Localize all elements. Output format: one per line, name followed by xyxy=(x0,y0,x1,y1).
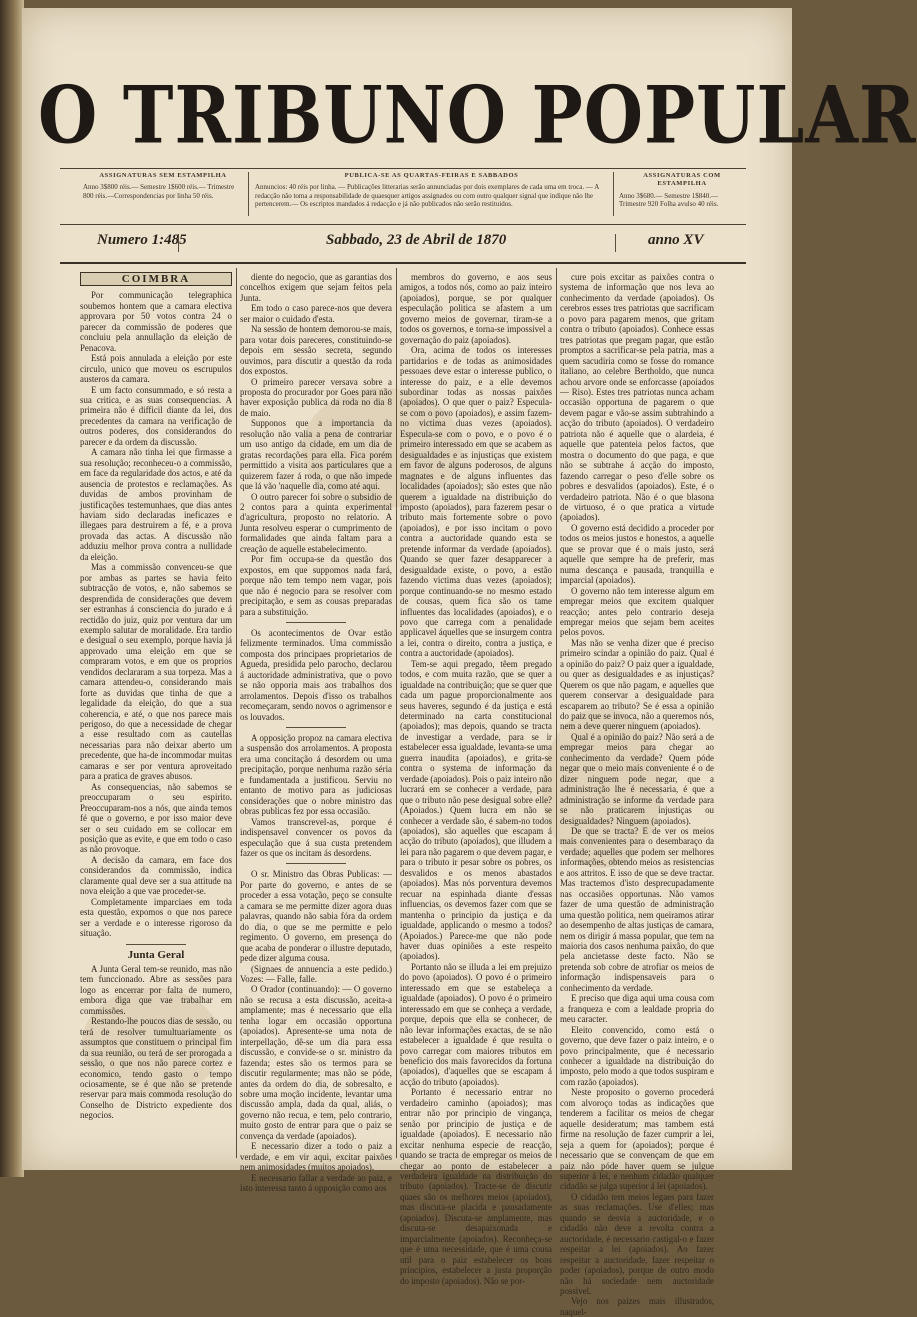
article-paragraph: Por fim occupa-se da questão dos expostos, em que suppomos nada fará, porque não tem tempo nem vagar, pois que não é negocio para se resolver com precipitação, e sem as cousas preparadas para a substituição. xyxy=(240,554,392,617)
article-paragraph: Em todo o caso parece-nos que devera ser maior o cuidado d'esta. xyxy=(240,303,392,324)
column-divider xyxy=(396,268,397,1158)
article-paragraph: E necessario fallar a verdade ao paiz, e isto interessa tanto á opposição como aos xyxy=(240,1172,392,1194)
article-paragraph: A camara não tinha lei que firmasse a sua resolução; reconheceu-o a commissão, em face da regularidade dos actos, e até da ausencia de protestos e reclamações. As duvidas de ambos provinham de justificações testemunhaes, que dias antes haviam sido declaradas ineficazes e illegaes para destruirem a fé, e a prova provada das actas. A discussão não adduziu melhor prova contra a nullidade da eleição. xyxy=(80,447,232,562)
article-paragraph: Vamos transcrevel-as, porque é indispensavel convencer os povos da especulação que á sua custa pretendem fazer os que os incitam ás desordens. xyxy=(240,816,392,859)
article-paragraph: Tem-se aqui pregado, têem pregado todos, e com muita razão, que se quer a igualdade na contribuição; que se quer que cada um pague proporcionalmente aos seus haveres, segundo é da justiça e está determinado na carta constitucional (apoiados); mas depois, quando se tracta de investigar a verdade, para se ir estabelecer essa igualdade, levanta-se uma guerra inaudita (apoiados), e grita-se contra o systema de informação da verdade (apoiados). Pois o paiz inteiro não lucrará em se conhecer a verdade, para que o tributo não pese desigual sobre elle? (Apoiados.) Quem lucra em não se conhecer a verdade são, é sabem-no todos (apoiados), são aquelles que escapam á acção do tributo (apoiados), que illudem a lei para não pagarem o que devem pagar, e para o tributo ir pesar sobre os pobres, os desvalidos e os menos abastados (apoiados). Mas nós porventura devemos recuar na espinhada diante d'essas influencias, os devemos fazer com que se mantenha o principio da justiça e da igualdade, applicando o mesmo a todos? (Apoiados.) Parece-me que não pode haver duas opiniões a este respeito (apoiados). xyxy=(400,658,552,962)
subscription-box-no-stamp xyxy=(83,172,243,200)
article-paragraph: A opposição propoz na camara electiva a suspensão dos arrolamentos. A proposta era uma concitação á desordem ou uma precipitação, porque nenhuma razão séria e fundamentada a justificou. Serviu no entanto de motivo para as judiciosas considerações que o nobre ministro das obras publicas fez por essa occasião. xyxy=(240,733,392,817)
subscription-stamp-heading: ASSIGNATURAS COM ESTAMPILHA xyxy=(643,172,721,188)
article-paragraph: Vejo nos paizes mais illustrados, naquel- xyxy=(560,1296,714,1317)
section-separator xyxy=(286,727,347,728)
section-separator xyxy=(286,863,347,864)
volume-year: anno XV xyxy=(648,232,704,248)
article-paragraph: Restando-lhe poucos dias de sessão, ou terá de resolver tumultuariamente os assumptos que constituem o principal fim da sua reunião, ou terá de ser prorogada a sessão, o que nos não parece cortez e economico, tendo gasto o tempo ociosamente, se é que não se pretende reservar para mais commoda resolução do Conselho de Districto expediente dos negocios. xyxy=(80,1016,232,1121)
article-paragraph: Mas não se venha dizer que é preciso primeiro scindar a opinião do paiz. Qual é a opinião do paiz? O paiz quer a igualdade, ou quer as desigualdades e as injustiças? Querem os que não pagam, e aquelles que querem conservar a desigualdade para escaparem ao tributo? Se é essa a opinião do paiz que se invoca, não a queremos nós, nem a deve querer ninguem (apoiados). xyxy=(560,637,714,732)
column-divider xyxy=(236,268,237,1158)
article-paragraph: Supponos que a importancia da resolução não valia a pena de contrariar um uso antigo da cidade, em um dia de gratas recordações para ella. Fica porém permittido a visita aos particulares que a quizerem fazer á roda, o que não impede que lá vão 'naquelle dia, como até aqui. xyxy=(240,418,392,492)
publication-info-text: Annuncios: 40 réis por linha. — Publicações litterarias serão annunciadas por dois exemplares de cada uma em troca. — A redacção não toma a responsabilidade de quaesquer artigos assignados ou com outro qualquer signal que indique não lhe pertencerem.— Os escriptos mandados á redacção e já não publicados não serão restituidos. xyxy=(255,183,599,209)
article-paragraph: Por communicação telegraphica soubemos hontem que a camara electiva approvara por 50 votos contra 24 o parecer da commissão de poderes que concluiu pela annullação da eleição de Penacova. xyxy=(80,290,232,353)
article-paragraph: Qual é a opinião do paiz? Não será a de empregar meios para chegar ao conhecimento da verdade? Quem póde negar que o meio mais conveniente é o de dizer ninguem pode negar, que a administração lhe é necessaria, é que a administração se informe da verdade para se não praticarem injustiças ou desigualdades? Ninguem (apoiados). xyxy=(560,731,714,826)
article-paragraph: E preciso que diga aqui uma cousa com a franqueza e com a lealdade propria do meu caracter. xyxy=(560,993,714,1025)
article-paragraph: Portanto não se illuda a lei em prejuizo do povo (apoiados). O povo é o primeiro interessado em que se estabeleça a igualdade (apoiados). O povo é o primeiro interessado em que se conheça a verdade, porque, depois que ella se conhecer, de não levar informações exactas, de se não estabelecer a igualdade é que resulta o povo carregar com maiores tributos em beneficio dos mais favorecidos da fortuna (apoiados), d'aquelles que se escapam á acção do tributo (apoiados). xyxy=(400,961,552,1087)
article-column-4 xyxy=(560,272,714,1317)
article-paragraph: Na sessão de hontem demorou-se mais, para votar dois pareceres, constituindo-se depois em sessão secreta, segundo ouvimos, para discutir a questão da roda dos expostos. xyxy=(240,324,392,377)
article-paragraph: O Orador (continuando): — O governo não se recusa a esta discussão, aceita-a amplamente; mas é necessario que ella tenha logar em occasião opportuna (apoiados). Apresente-se uma nota de interpellação, dê-se um dia para essa discussão, e convide-se o sr. ministro da fazenda; estes são os termos para se discutir regularmente; mas não se póde, antes da ordem do dia, de sobresalto, e sobre uma moção incidente, levantar uma discussão ampla, dada da qual, aliás, o governo não recua, e tem, pelo contrario, muito gosto de entrar para que o paiz se convença da verdade (apoiados). xyxy=(240,984,392,1141)
dateline-divider xyxy=(615,234,616,252)
header-divider xyxy=(613,172,614,216)
header-divider xyxy=(248,172,249,216)
article-paragraph: Completamente imparciaes em toda esta questão, expomos o que nos parece ser a verdade e o interesse rigoroso da situação. xyxy=(80,896,232,939)
article-paragraph: E um facto consummado, e só resta a sua critica, e as suas consequencias. A primeira não é difficil diante da lei, dos precedentes da camara na verificação de outros poderes, dos considerandos do parecer e da ordem da discussão. xyxy=(80,384,232,447)
article-paragraph: membros do governo, e aos seus amigos, a todos nós, como ao paiz inteiro (apoiados), porque, se por qualquer especulação politica se afastem a um governo meios de governar, tiram-se a todos os governos, e torna-se impossivel a governação do paiz (apoiados). xyxy=(400,272,552,345)
newspaper-title: O TRIBUNO POPULAR xyxy=(38,70,917,162)
article-paragraph: Está pois annulada a eleição por este circulo, unico que moveu os escrupulos austeros da camara. xyxy=(80,353,232,385)
article-paragraph: A decisão da camara, em face dos considerandos da commissão, indica claramente qual deve ser a sua attitude na nova eleição a que vae proceder-se. xyxy=(80,854,232,897)
article-paragraph: Neste proposito o governo procederá com alvoroço todas as indicações que tenderem a facilitar os meios de chegar aquelle desideratum; mas tambem está firme na resolução de fazer cumprir a lei, seja a quem for (apoiados); porque é necessario que se convençam de que em paiz não póde haver quem se julgue superior á lei, e nenhum cidadão qualquer cidadão se julga superior á lei (apoiados). xyxy=(560,1087,714,1192)
article-paragraph: Ora, acima de todos os interesses partidarios e de todas as animosidades pessoaes deve estar o interesse publico, o interesse do paiz, e a elle devemos subordinar todas as nossas paixões (apoiados). O que quer o paiz? Especula-se com o povo (apoiados), e assim fazem-no victima duas vezes (apoiados). Especula-se com o povo, e o povo é o primeiro interessado em que se acabem as desigualdades e as injustiças que existem em favor de alguns poderosos, de alguns magnates e de alguns influentes das localidades (apoiados); são estes que não querem a igualdade na distribuição do imposto (apoiados), para fazerem pesar o tributo mais fortemente sobre o povo (apoiados), e por isso incitam o povo contra a auctoridade quando esta se pretende informar da verdade (apoiados). Quando se quer fazer desapparecer a desigualdade existe, o povo, a estão fazendo victima duas vezes (apoiados); porque continuando-se no mesmo estado de cousas, quem fica são os tame influentes das localidades (apoiados), e o povo que carrega com a penalidade applicavel áquelles que se insurgem contra a lei, contra o direito, contra a justiça, e contra a auctoridade (apoiados). xyxy=(400,345,552,659)
issue-date: Sabbado, 23 de Abril de 1870 xyxy=(326,232,507,248)
article-paragraph: As consequencias, não sabemos se preoccuparam o seu espirito. Preoccuparam-nos a nós, que ainda temos fé que o governo, e por isso maior deve ser o seu cuidado em se collocar em posição que as evite, e que em todo o caso as não provoque. xyxy=(80,781,232,855)
article-paragraph: De que se tracta? E de ver os meios mais convenientes para o desembaraço da verdade; aquelles que podem ser melhores informações, obtendo meios as resistencias e aos attritos. E isso de que se deve tractar. Mas tractemos d'isto desprecupadamente nas occasiões opportunas. Não vamos fazer de uma questão de administração uma questão politica, nem queiramos atirar ao desempenho de altas justiças de camara, nem os dirigir á massa popular, que tem na maioria dos casos nenhuma paixão, do que pela ancietasse deste facto. Não se pretenda sob cobre de atrofiar os meios de informação indispensaveis para o conhecimento da verdade. xyxy=(560,826,714,993)
header-mid-rule xyxy=(60,224,746,225)
dateline-divider xyxy=(178,234,179,252)
article-paragraph: O primeiro parecer versava sobre a proposta do procurador por Goes para não haver exposição publica da roda no dia 8 de maio. xyxy=(240,376,392,418)
section-heading: COIMBRA xyxy=(80,272,232,286)
publication-info-box xyxy=(255,172,608,209)
subscription-no-stamp-text: Anno 3$800 réis.— Semestre 1$600 réis.— Trimestre 800 réis.—Correspondencias por linha 50 réis. xyxy=(83,183,235,200)
article-column-2 xyxy=(240,272,392,1194)
header-top-rule xyxy=(60,168,746,169)
column-divider xyxy=(556,268,557,1158)
section-separator xyxy=(126,944,187,945)
article-paragraph: cure pois excitar as paixões contra o systema de informação que nos leva ao conhecimento da verdade (apoiados). Os cerebros esses tres patriotas que sacrificam o povo para pagarem menos, que gritam contra o tributo (apoiados). Conhece essas tres patriotas que pregam pagar, que estão promptos a sacrificar-se pela patria, mas a quem sacudiria como se fosse do romance italiano, ao celebre Bertholdo, que nunca achou arvore onde se enforcasse (apoiados — Riso). Estes tres patriotas nunca acham occasião opportuna de pagarem o que devem pagar e vão-se assim subtrahindo a acção do tributo (apoiados). O verdadeiro patriota não é aquelle que o alardeia, é aquelle que patenteia pelos factos, que mostra o documento do que paga, e que não se subtrahe á acção do imposto, fazendo carregar o peso d'elle sobre os pobres e desvalidos (apoiados). Este, é o verdadeiro patriota. Não é o que blasona de virtuoso, é o que pratica a virtude (apoiados). xyxy=(560,272,714,523)
section-separator xyxy=(286,622,347,623)
article-paragraph: O governo não tem interesse algum em empregar meios que excitem qualquer reacção; antes pelo contrario deseja empregar meios que sejam bem aceites pelos povos. xyxy=(560,585,714,638)
binding-spine xyxy=(0,0,24,1177)
header-bottom-rule xyxy=(60,262,746,264)
article-paragraph: (Signaes de annuencia a este pedido.) Vozes: — Falle, falle. xyxy=(240,963,392,984)
subscription-no-stamp-heading: ASSIGNATURAS SEM ESTAMPILHA xyxy=(99,172,227,179)
section-heading: Junta Geral xyxy=(127,948,185,961)
issue-number: Numero 1:485 xyxy=(97,232,187,248)
article-paragraph: Eleito convencido, como está o governo, que deve fazer o paiz inteiro, e o povo principalmente, que é necessario conhecer a igualdade na distribuição do imposto, pelo modo a que todos suspiram e com razão (apoiados). xyxy=(560,1024,714,1087)
article-paragraph: O sr. Ministro das Obras Publicas: — Por parte do governo, e antes de se proceder a essa votação, peço se consulte a camara se me permitte dizer agora duas palavras, quando não sabia fóra da ordem do dia, o que se me permitte e pelo regimento. O governo, em presença do que acaba de ponderar o illustre deputado, pede dizer alguma cousa. xyxy=(240,869,392,964)
article-paragraph: Mas a commissão convenceu-se que por ambas as partes se havia feito subtracção de votos, e, não sabemos se desprendida de considerações que devem ser estranhas á consciencia do jurado e á rectidão do juiz, quiz por ventura dar um exemplo salutar de moralidade. Era tardio e desigual o seu exemplo, porque havia já approvado uma eleição em que se compraram votos, e em que os proprios vendidos declararam a sua torpeza. Mas a camara attendeu-o, considerando mais forte as duvidas que tinha de que a legalidade da eleição, do que a sua coherencia, e até, o que nos parece mais perigoso, do que a necessidade de chegar a esse resultado com as cautellas necessarias para não deixar aberto um precedente, que ha-de incommodar muitas camaras e ser por ventura aproveitado para a pratica de graves abusos. xyxy=(80,562,232,782)
article-paragraph: A Junta Geral tem-se reunido, mas não tem funccionado. Abre as sessões para logo as encerrar por falta de numero, embora diga que vae trabalhar em commissões. xyxy=(80,964,232,1016)
article-paragraph: diente do negocio, que as garantias dos concelhos exigem que sejam feitos pela Junta. xyxy=(240,272,392,303)
article-paragraph: Portanto é necessario entrar no verdadeiro caminho (apoiados); mas entrar não por principio de vingança, senão por principio de justiça e de igualdade (apoiados). E necessario não excitar nenhuma especie de reacção, quando se tracta de empregar os meios de chegar ao ponto de estabelecer a verdadeira igualdade na distribuição do tributo (apoiados). Tracte-se de discutir quaes são os melhores meios (apoiados), mas discuta-se placida e pausadamente (apoiados). Discuta-se amplamente, mas discuta-se desapaixonada e imparcialmente (apoiados). Reconheça-se que é uma necessidade, que é uma cousa util para o paiz estabelecer os bons principios, estabelecer a justa proporção do imposto (apoiados). Não se por- xyxy=(400,1087,552,1286)
publication-days-heading: PUBLICA-SE AS QUARTAS-FEIRAS E SABBADOS xyxy=(344,172,519,179)
article-column-1 xyxy=(80,272,232,1154)
subscription-stamp-text: Anno 3$680.— Semestre 1$840.— Trimestre 920 Folha avulso 40 réis. xyxy=(619,191,719,209)
article-paragraph: Os acontecimentos de Ovar estão felizmente terminados. Uma commissão composta dos principaes proprietarios de Agueda, presidida pelo parocho, declarou á auctoridade administrativa, que o povo se não opporia mais aos trabalhos dos arrolamentos. Depois d'isso os trabalhos recomeçaram, sendo novos o agrimensor e os louvados. xyxy=(240,627,392,722)
article-paragraph: O cidadão tem meios legaes para fazer as suas reclamações. Use d'elles; mas quando se desvia a auctoridade, e o cidadão não deve a revolta contra a auctoridade, é necessario castigal-o e fazer respeitar a lei (apoiados). Ao fazer respeitar a auctoridade, fazer respeitar o poder (apoiados), porque de outro modo não há sociedade nem auctoridade possivel. xyxy=(560,1191,714,1296)
article-paragraph: E necessario dizer a todo o paiz a verdade, e em vir aqui, excitar paixões nem animosidades (muitos apoiados). xyxy=(240,1141,392,1173)
article-paragraph: O outro parecer foi sobre o subsidio de 2 contos para a quinta experimental d'agricultura, proposto no relatorio. A Junta resolveu esperar o cumprimento de formalidades que ainda faltam para a creação de aquelle estabelecimento. xyxy=(240,491,392,554)
subscription-box-stamp xyxy=(619,172,745,209)
article-paragraph: O governo está decidido a proceder por todos os meios justos e honestos, a aquelle que se provar que é o mais justo, será aquelle que sempre ha de preferir, mas numa descança e pausada, tranquilla e imparcial (apoiados). xyxy=(560,522,714,586)
article-column-3 xyxy=(400,272,552,1286)
